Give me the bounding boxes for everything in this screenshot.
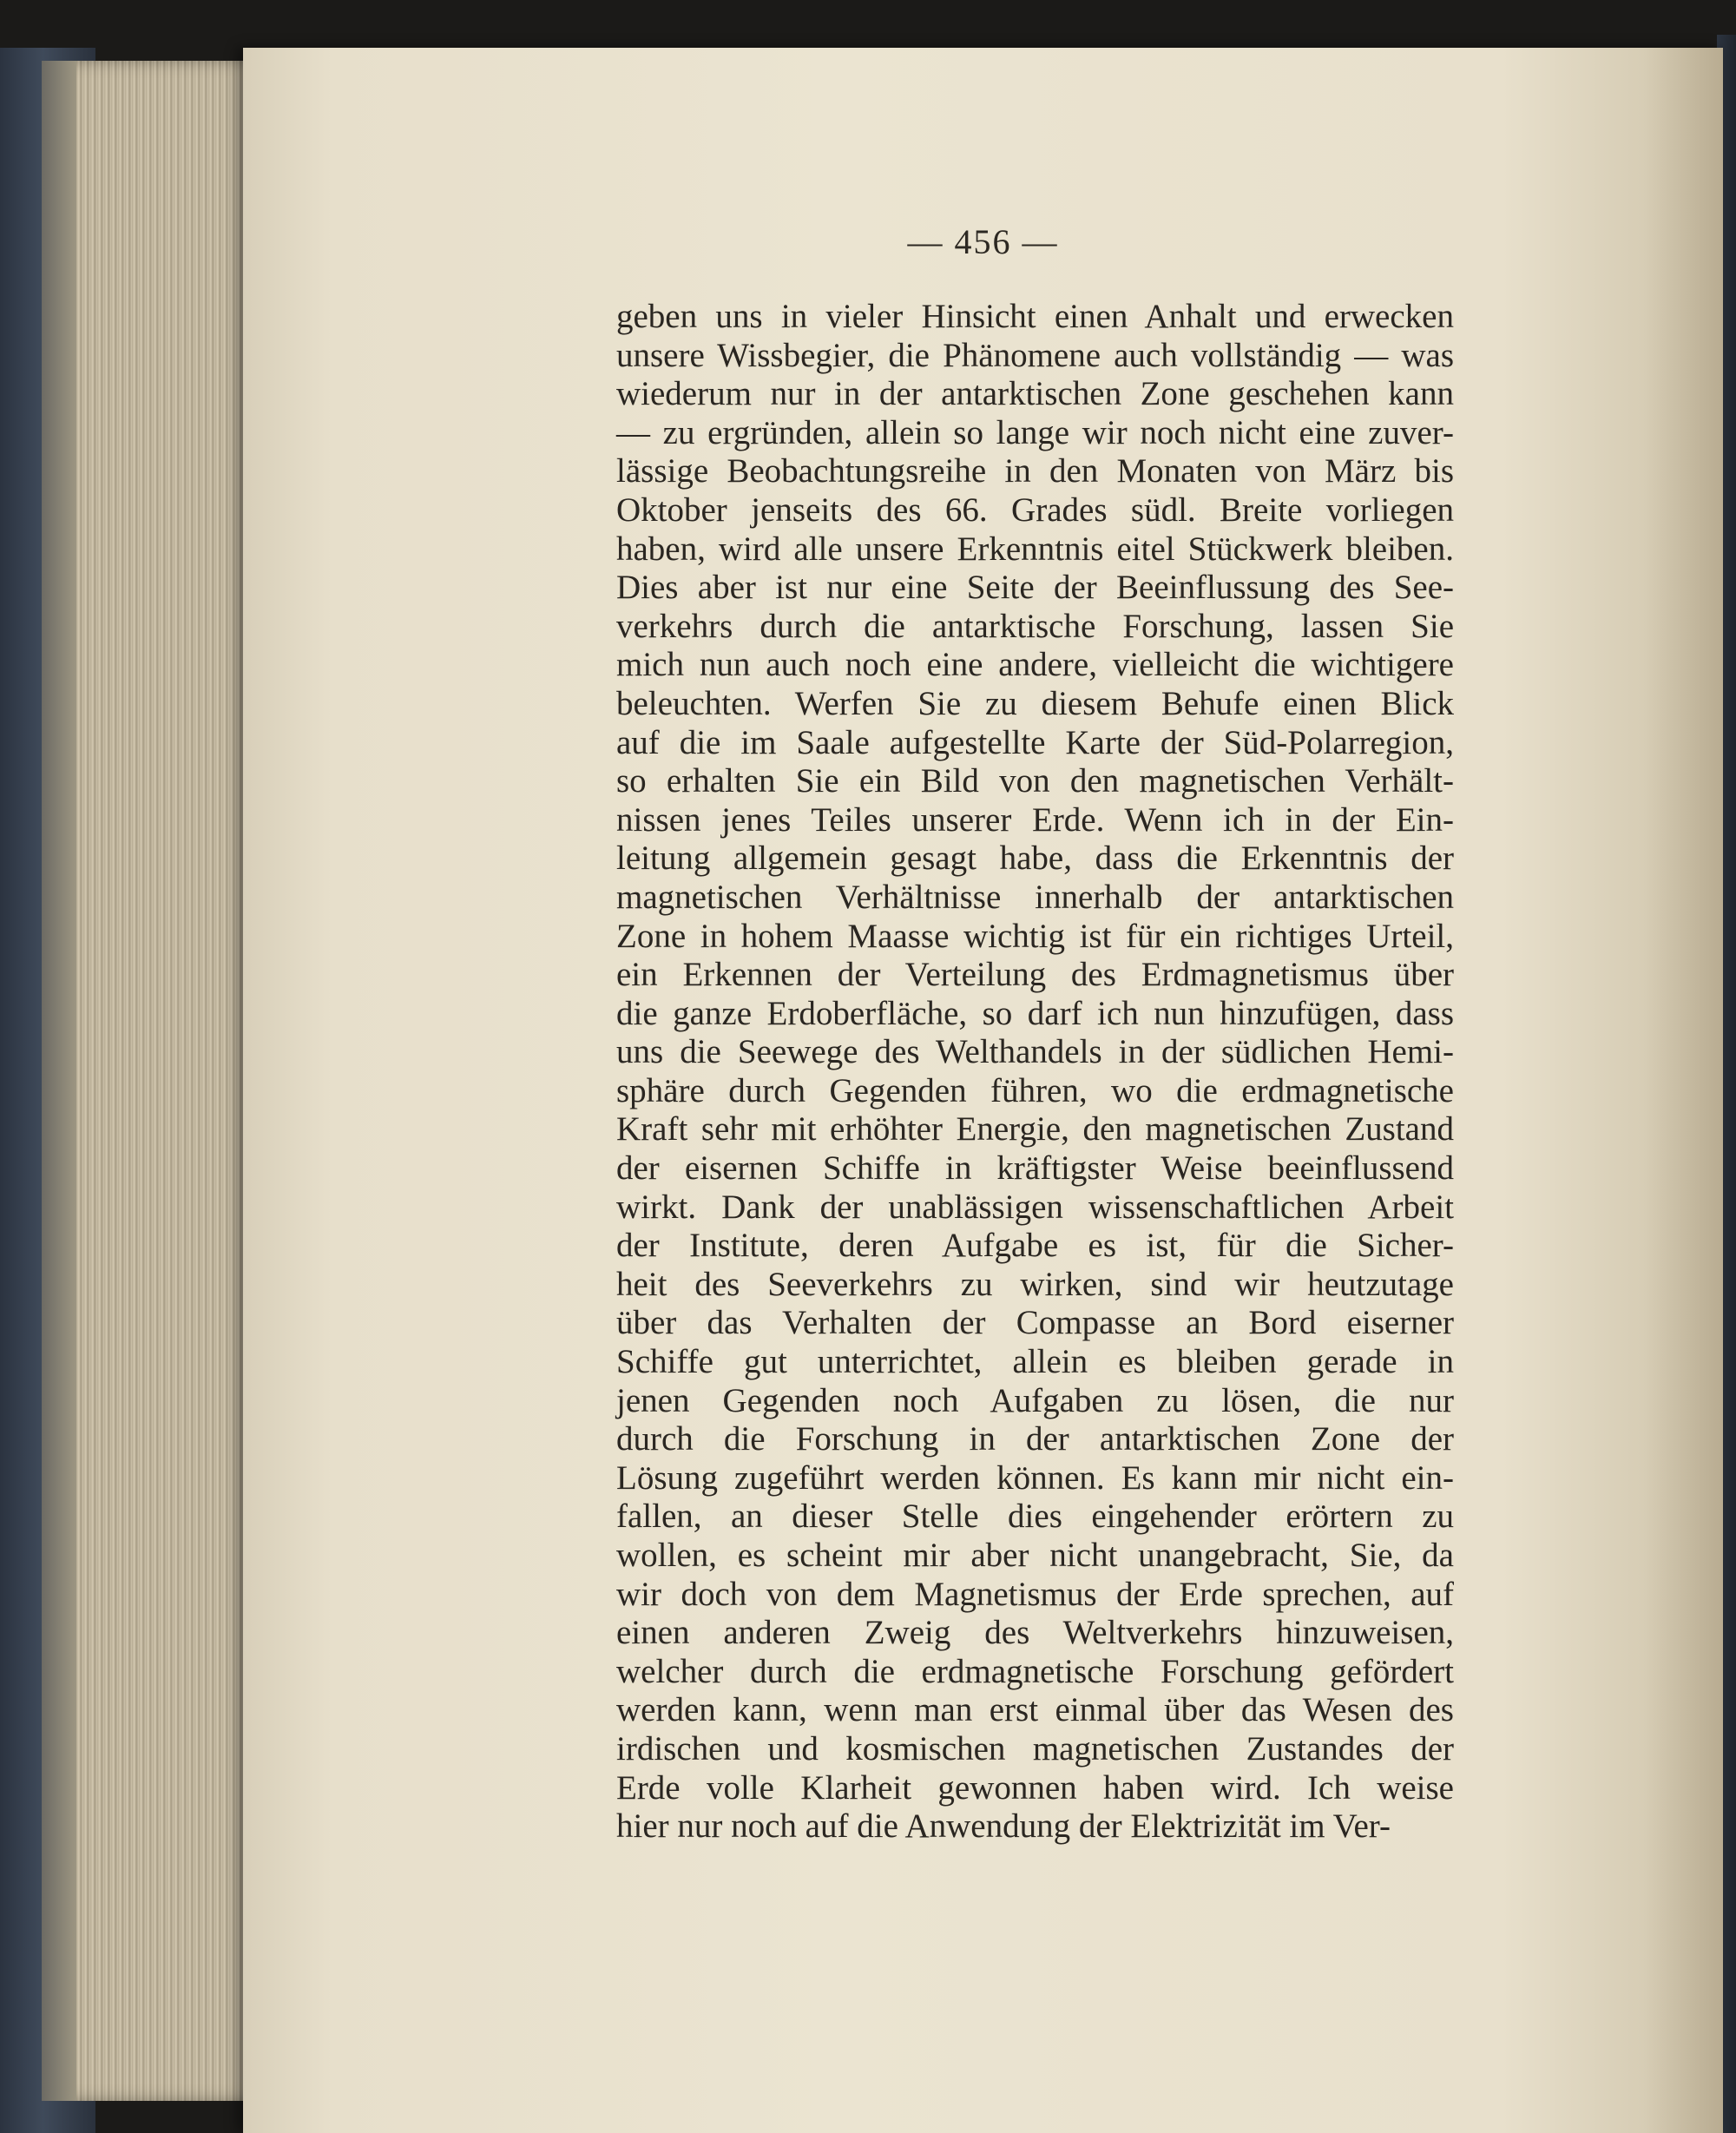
text-line: wir doch von dem Magnetismus der Erde sprechen, auf: [616, 1575, 1454, 1613]
gutter-shadow: [1645, 48, 1723, 2133]
text-line: mich nun auch noch eine andere, vielleicht die wichtigere: [616, 646, 1454, 684]
text-line: auf die im Saale aufgestellte Karte der Süd-Polarregion,: [616, 723, 1454, 761]
text-line: Dies aber ist nur eine Seite der Beeinflussung des See-: [616, 569, 1454, 607]
text-line: Erde volle Klarheit gewonnen haben wird. Ich weise: [616, 1768, 1454, 1807]
text-line: jenen Gegenden noch Aufgaben zu lösen, die nur: [616, 1381, 1454, 1419]
text-line: über das Verhalten der Compasse an Bord eiserner: [616, 1304, 1454, 1342]
text-line: verkehrs durch die antarktische Forschung, lassen Sie: [616, 607, 1454, 645]
text-line: Zone in hohem Maasse wichtig ist für ein richtiges Urteil,: [616, 917, 1454, 955]
text-line: irdischen und kosmischen magnetischen Zustandes der: [616, 1729, 1454, 1768]
text-line: Kraft sehr mit erhöhter Energie, den magnetischen Zustand: [616, 1110, 1454, 1149]
text-line: durch die Forschung in der antarktischen Zone der: [616, 1420, 1454, 1458]
text-line: leitung allgemein gesagt habe, dass die Erkenntnis der: [616, 839, 1454, 878]
book-page: [243, 48, 1723, 2133]
text-line: heit des Seeverkehrs zu wirken, sind wir heutzutage: [616, 1265, 1454, 1303]
text-line: wollen, es scheint mir aber nicht unangebracht, Sie, da: [616, 1537, 1454, 1574]
text-line: hier nur noch auf die Anwendung der Elektrizität im Ver-: [616, 1807, 1391, 1846]
text-line: nissen jenes Teiles unserer Erde. Wenn ich in der Ein-: [616, 800, 1454, 839]
text-line: werden kann, wenn man erst einmal über das Wesen des: [616, 1691, 1454, 1729]
text-line: geben uns in vieler Hinsicht einen Anhalt und erwecken: [616, 298, 1454, 335]
text-line: der Institute, deren Aufgabe es ist, für die Sicher-: [616, 1227, 1454, 1265]
text-line: haben, wird alle unsere Erkenntnis eitel Stückwerk bleiben.: [616, 530, 1454, 568]
text-line: ein Erkennen der Verteilung des Erdmagnetismus über: [616, 956, 1454, 994]
text-line: so erhalten Sie ein Bild von den magnetischen Verhält-: [616, 762, 1454, 800]
text-line: magnetischen Verhältnisse innerhalb der antarktischen: [616, 878, 1454, 916]
text-line: Lösung zugeführt werden können. Es kann mir nicht ein-: [616, 1458, 1454, 1497]
text-line: uns die Seewege des Welthandels in der südlichen Hemi-: [616, 1033, 1454, 1071]
body-text: [616, 298, 1454, 1847]
text-line: unsere Wissbegier, die Phänomene auch vollständig — was: [616, 336, 1454, 374]
text-line: der eisernen Schiffe in kräftigster Weise beeinflussend: [616, 1149, 1454, 1188]
text-line: beleuchten. Werfen Sie zu diesem Behufe einen Blick: [616, 684, 1454, 722]
text-line: wiederum nur in der antarktischen Zone geschehen kann: [616, 375, 1454, 413]
text-line: wirkt. Dank der unablässigen wissenschaftlichen Arbeit: [616, 1188, 1454, 1226]
text-line: — zu ergründen, allein so lange wir noch nicht eine zuver-: [616, 413, 1454, 451]
text-line: die ganze Erdoberfläche, so darf ich nun hinzufügen, dass: [616, 994, 1454, 1032]
page-number: — 456 —: [907, 222, 1059, 261]
text-line: sphäre durch Gegenden führen, wo die erdmagnetische: [616, 1071, 1454, 1109]
text-line: Oktober jenseits des 66. Grades südl. Breite vorliegen: [616, 490, 1454, 529]
text-line: einen anderen Zweig des Weltverkehrs hinzuweisen,: [616, 1614, 1454, 1652]
text-line: lässige Beobachtungsreihe in den Monaten von März bis: [616, 452, 1454, 490]
page-edges-shadow: [42, 61, 76, 2101]
text-line: welcher durch die erdmagnetische Forschung gefördert: [616, 1652, 1454, 1690]
text-line: fallen, an dieser Stelle dies eingehender erörtern zu: [616, 1498, 1454, 1536]
text-line: Schiffe gut unterrichtet, allein es bleiben gerade in: [616, 1343, 1454, 1381]
